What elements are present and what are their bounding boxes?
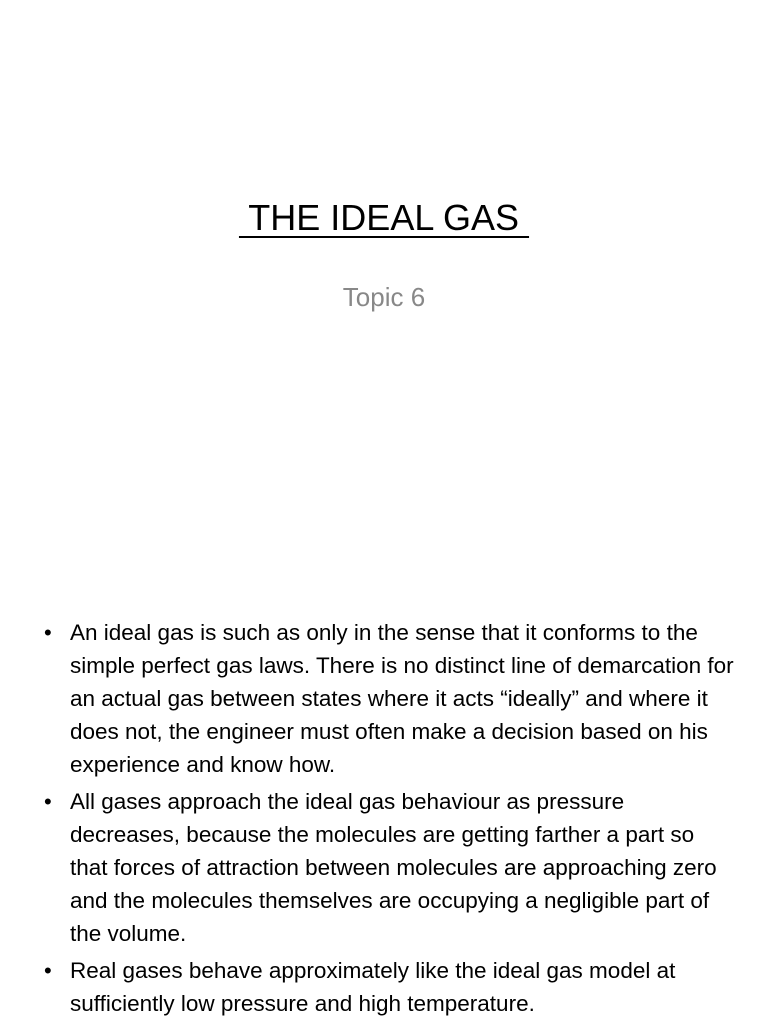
bullet-icon: • bbox=[44, 958, 52, 983]
bullet-icon: • bbox=[44, 620, 52, 645]
bullet-item bbox=[44, 954, 734, 1020]
bullet-text: Real gases behave approximately like the ideal gas model at sufficiently low pressure and high temperature. bbox=[70, 958, 676, 1016]
bullet-text: An ideal gas is such as only in the sense that it conforms to the simple perfect gas laws. There is no distinct line of demarcation for an actual gas between states where it acts “ideally” and where it does not, the engineer must often make a decision based on his experience and know how. bbox=[70, 620, 734, 777]
bullet-icon: • bbox=[44, 789, 52, 814]
bullet-text: All gases approach the ideal gas behaviour as pressure decreases, because the molecules are getting farther a part so that forces of attraction between molecules are approaching zero and the molecules themselves are occupying a negligible part of the volume. bbox=[70, 789, 717, 946]
bullet-slide bbox=[0, 612, 768, 1024]
slide-subtitle: Topic 6 bbox=[342, 282, 426, 312]
slide-title: THE IDEAL GAS bbox=[238, 197, 530, 238]
bullet-item bbox=[44, 785, 734, 950]
bullet-item bbox=[44, 616, 734, 781]
bullet-list bbox=[44, 616, 734, 1024]
